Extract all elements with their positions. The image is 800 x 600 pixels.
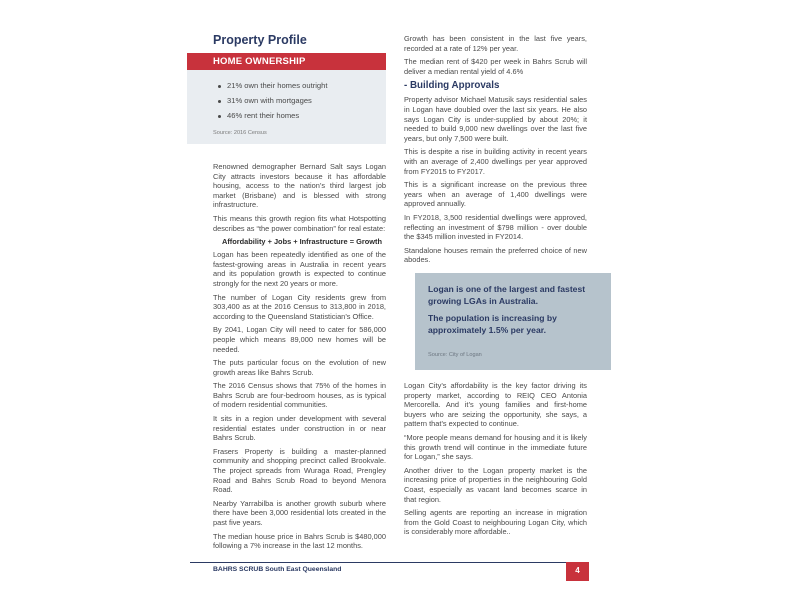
footer-divider: [190, 562, 589, 563]
bullet-icon: [218, 115, 221, 118]
growth-formula: Affordability + Jobs + Infrastructure = Growth: [222, 237, 382, 247]
pull-quote-box: [415, 273, 611, 370]
pull-quote-source: Source: City of Logan: [428, 352, 482, 358]
paragraph: Standalone houses remain the preferred choice of new abodes.: [404, 245, 587, 265]
paragraph: Logan City’s affordability is the key factor driving its property market, according to REIQ CEO Antonia Mercorella. And it’s young families and first-home buyers who are seizing the opportunity, she says, a pattern that’s expected to continue.: [404, 381, 587, 429]
paragraph: Property advisor Michael Matusik says residential sales in Logan have doubled over the last six years. He also says Logan City is under-supplied by about 20%; it needed to build 9,000 new dwellings over the last five years, but only 7,500 were built.: [404, 95, 587, 143]
title-area: [213, 33, 386, 47]
paragraph: By 2041, Logan City will need to cater for 586,000 people which means 89,000 new homes will be needed.: [213, 325, 386, 354]
page-number-badge: 4: [566, 562, 589, 581]
paragraph: This is despite a rise in building activity in recent years with an average of 2,400 dwellings per year approved from FY2015 to FY2017.: [404, 147, 587, 176]
list-item: [218, 93, 327, 108]
right-column-top: [404, 34, 587, 269]
pull-quote-line: The population is increasing by approximately 1.5% per year.: [428, 313, 557, 335]
paragraph: This is a significant increase on the previous three years when an average of 1,400 dwellings were approved annually.: [404, 180, 587, 209]
list-item-text: 46% rent their homes: [227, 111, 300, 120]
home-ownership-source: Source: 2016 Census: [213, 130, 267, 136]
paragraph: “More people means demand for housing and it is likely this growth trend will continue in the immediate future for Logan,” she says.: [404, 432, 587, 462]
home-ownership-box: [187, 53, 386, 144]
paragraph: Growth has been consistent in the last five years, recorded at a rate of 12% per year.: [404, 34, 587, 53]
footer-title: BAHRS SCRUB South East Queensland: [213, 566, 342, 573]
right-column-bottom: [404, 381, 587, 541]
paragraph: This means this growth region fits what Hotspotting describes as “the power combination” for real estate:: [213, 213, 386, 233]
paragraph: The puts particular focus on the evolution of new growth areas like Bahrs Scrub.: [213, 358, 386, 377]
bullet-icon: [218, 100, 221, 103]
bullet-icon: [218, 85, 221, 88]
home-ownership-list: [218, 78, 327, 123]
paragraph: Selling agents are reporting an increase in migration from the Gold Coast to neighbouring Logan City, which is considerably more affordable..: [404, 508, 587, 537]
list-item-text: 31% own with mortgages: [227, 96, 312, 105]
paragraph: Renowned demographer Bernard Salt says Logan City attracts investors because it has affordable housing, access to the nation’s third largest job market (Brisbane) and is blessed with strong infrastructure.: [213, 162, 386, 210]
home-ownership-heading: HOME OWNERSHIP: [187, 53, 386, 70]
paragraph: The median rent of $420 per week in Bahrs Scrub will deliver a median rental yield of 4.6%: [404, 57, 587, 76]
list-item: [218, 108, 327, 123]
paragraph: It sits in a region under development with several residential estates under construction in or near Bahrs Scrub.: [213, 414, 386, 443]
paragraph: Another driver to the Logan property market is the increasing price of properties in the neighbouring Gold Coast, especially as vacant land becomes scarce in that region.: [404, 465, 587, 504]
page-title: Property Profile: [213, 33, 307, 47]
paragraph: In FY2018, 3,500 residential dwellings were approved, reflecting an investment of $798 million - over double the $345 million invested in FY2014.: [404, 212, 587, 242]
building-approvals-heading: - Building Approvals: [404, 80, 500, 92]
paragraph: Logan has been repeatedly identified as one of the fastest-growing areas in Australia in recent years and its population growth is expected to continue strongly for the next 20 years or more.: [213, 250, 386, 288]
paragraph: Frasers Property is building a master-planned community and shopping precinct called Brookvale. The project spreads from Wuraga Road, Prengley Road and Bahrs Scrub Road to beyond Menora Road.: [213, 446, 386, 495]
paragraph: The number of Logan City residents grew from 303,400 as at the 2016 Census to 313,800 in 2018, according to the Queensland Statistician’s Office.: [213, 292, 386, 321]
pull-quote-line: Logan is one of the largest and fastest growing LGAs in Australia.: [428, 284, 586, 306]
left-column-body: [213, 162, 386, 555]
paragraph: The median house price in Bahrs Scrub is $480,000 following a 7% increase in the last 12 months.: [213, 531, 386, 551]
paragraph: Nearby Yarrabilba is another growth suburb where there have been 3,000 residential lots created in the past five years.: [213, 498, 386, 527]
paragraph: The 2016 Census shows that 75% of the homes in Bahrs Scrub are four-bedroom houses, as is typical of modern residential communities.: [213, 381, 386, 410]
list-item: [218, 78, 327, 93]
list-item-text: 21% own their homes outright: [227, 81, 328, 90]
